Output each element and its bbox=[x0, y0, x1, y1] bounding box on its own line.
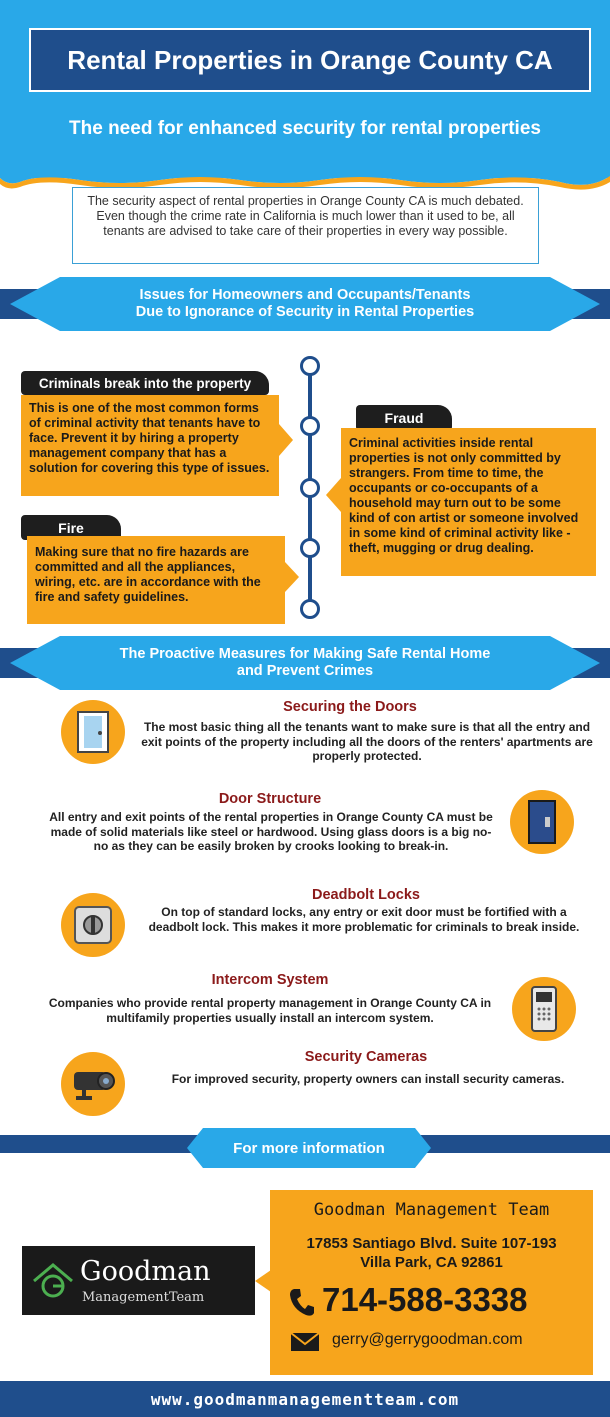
fraud-card-pointer bbox=[325, 478, 341, 512]
timeline-dot bbox=[300, 416, 320, 436]
email-icon bbox=[290, 1332, 320, 1352]
doors-text: The most basic thing all the tenants want to make sure is that all the entry and exit points of the property including all the doors of the renters' apartments are properly protected. bbox=[141, 720, 593, 763]
issues-banner-line1: Issues for Homeowners and Occupants/Tenants bbox=[139, 287, 471, 303]
timeline-dot bbox=[300, 356, 320, 376]
more-info-label: For more information bbox=[233, 1139, 385, 1157]
logo-subtitle: ManagementTeam bbox=[82, 1290, 205, 1305]
intercom-icon bbox=[512, 977, 576, 1041]
cameras-text: For improved security, property owners can install security cameras. bbox=[171, 1072, 565, 1086]
security-camera-icon bbox=[61, 1052, 125, 1116]
criminals-card: This is one of the most common forms of criminal activity that tenants have to face. Prevent it by hiring a property management company that has a solution for covering this type of issues. bbox=[21, 395, 279, 496]
contact-box bbox=[270, 1190, 593, 1375]
intercom-text: Companies who provide rental property management in Orange County CA in multifamily properties usually install an intercom system. bbox=[48, 996, 492, 1025]
phone-number[interactable]: 714-588-3338 bbox=[322, 1281, 528, 1318]
measures-banner bbox=[0, 634, 610, 692]
door-icon bbox=[61, 700, 125, 764]
header-scallop-edge bbox=[0, 160, 610, 190]
issues-banner-line2: Due to Ignorance of Security in Rental Properties bbox=[135, 304, 475, 320]
page-title: Rental Properties in Orange County CA bbox=[67, 44, 553, 75]
measures-banner-line1: The Proactive Measures for Making Safe Rental Home bbox=[119, 646, 491, 662]
fire-card-pointer bbox=[285, 562, 301, 592]
fire-tag: Fire bbox=[21, 515, 121, 540]
company-name: Goodman Management Team bbox=[313, 1200, 550, 1220]
structure-title: Door Structure bbox=[218, 791, 322, 807]
fire-card: Making sure that no fire hazards are committed and all the appliances, wiring, etc. are in accordance with the fire and safety guidelines. bbox=[27, 536, 285, 624]
structure-text: All entry and exit points of the rental properties in Orange County CA must be made of solid materials like steel or hardwood. Using glass doors is a big no-no as they can be easily broken by crooks looking to break-in. bbox=[49, 810, 493, 853]
title-box bbox=[29, 28, 591, 92]
deadbolt-text: On top of standard locks, any entry or exit door must be fortified with a deadbolt lock. This makes it more problematic for criminals to break inside. bbox=[148, 905, 580, 934]
website-url[interactable]: www.goodmanmanagementteam.com bbox=[0, 1381, 610, 1417]
logo-connector bbox=[255, 1270, 271, 1292]
fraud-card: Criminal activities inside rental properties is not only committed by strangers. From time to time, the occupants or co-occupants of a household may turn out to be some kind of con artist or someone involved in some kind of criminal activity like - theft, mugging or drug dealing. bbox=[341, 428, 596, 576]
address-line1: 17853 Santiago Blvd. Suite 107-193 bbox=[306, 1235, 557, 1252]
deadbolt-title: Deadbolt Locks bbox=[312, 887, 420, 903]
fraud-tag: Fraud bbox=[356, 405, 452, 431]
criminals-tag: Criminals break into the property bbox=[21, 371, 269, 395]
measures-banner-line2: and Prevent Crimes bbox=[236, 663, 374, 679]
criminals-card-pointer bbox=[279, 424, 295, 456]
deadbolt-lock-icon bbox=[61, 893, 125, 957]
logo-name: Goodman bbox=[80, 1256, 211, 1287]
timeline-dot bbox=[300, 538, 320, 558]
timeline-dot bbox=[300, 478, 320, 498]
house-logo-icon bbox=[30, 1259, 76, 1301]
company-logo bbox=[22, 1246, 255, 1315]
page-subtitle: The need for enhanced security for rental properties bbox=[69, 118, 541, 139]
intro-text: The security aspect of rental properties in Orange County CA is much debated. Even though the crime rate in California is much lower than it used to be, all tenants are advised to take care of their properties in every way possible. bbox=[72, 187, 539, 264]
cameras-title: Security Cameras bbox=[304, 1049, 428, 1065]
timeline-dot bbox=[300, 599, 320, 619]
doors-title: Securing the Doors bbox=[283, 699, 417, 715]
email-address[interactable]: gerry@gerrygoodman.com bbox=[332, 1331, 523, 1348]
intercom-title: Intercom System bbox=[211, 972, 329, 988]
issues-banner bbox=[0, 275, 610, 333]
steel-door-icon bbox=[510, 790, 574, 854]
address-line2: Villa Park, CA 92861 bbox=[360, 1254, 503, 1271]
phone-icon bbox=[288, 1287, 314, 1317]
